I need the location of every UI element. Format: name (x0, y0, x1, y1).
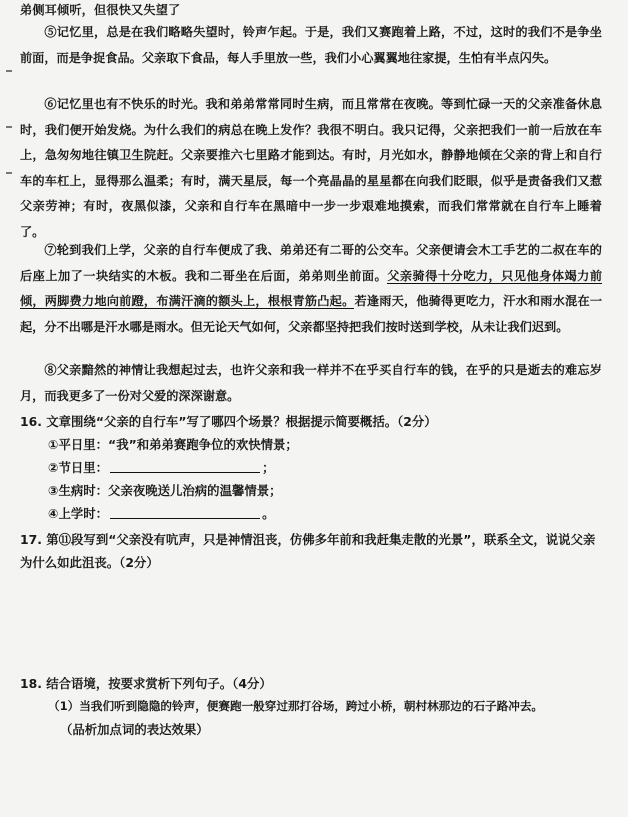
paragraph-8: ⑧父亲黯然的神情让我想起过去，也许父亲和我一样并不在乎买自行车的钱，在乎的只是逝去的难忘岁月，而我更多了一份对父爱的深深谢意。 (20, 363, 602, 403)
question-16-item-1: ①平日里：“我”和弟弟赛跑争位的欢快情景； (48, 437, 298, 452)
question-16-item-2-label: ②节日里： (48, 460, 109, 475)
margin-mark (6, 70, 12, 72)
paragraph-6: ⑥记忆里也有不快乐的时光。我和弟弟常常同时生病，而且常常在夜晚。等到忙碌一天的父亲准备休息时，我们便开始发烧。为什么我们的病总在晚上发作？我很不明白。我只记得，父亲把我们一前一后放在车上，急匆匆地往镇卫生院赶。父亲要推六七里路才能到达。有时，月光如水，静静地倾在父亲的背上和自行车的车杠上，显得那么温柔；有时，满天星辰，每一个亮晶晶的星星都在向我们眨眼，似乎是责备我们又惹父亲劳神；有时，夜黑似漆，父亲和自行车在黑暗中一步一步艰难地摸索，而我们常常就在自行车上睡着了。 (20, 97, 602, 239)
question-17 (20, 528, 604, 574)
question-17-stem: 17. 第⑪段写到“父亲没有吭声，只是神情沮丧，仿佛多年前和我赶集走散的光景”，联系全文，说说父亲为什么如此沮丧。（2分） (20, 532, 596, 570)
question-16 (20, 410, 604, 525)
question-18-hint: （品析加点词的表达效果） (60, 722, 209, 737)
paragraph-5: ⑤记忆里，总是在我们略略失望时，铃声乍起。于是，我们又赛跑着上路，不过，这时的我们不是争坐前面，而是争捉食品。父亲取下食品，每人手里放一些，我们小心翼翼地往家提，生怕有半点闪失。 (20, 25, 602, 65)
paragraph-7-text-b: 若逢雨天，他骑得更吃力，汗水和雨水混在一起，分不出哪是汗水哪是雨水。但无论天气如何，父亲都坚持把我们按时送到学校，从未让我们迟到。 (20, 294, 603, 334)
paragraph-7-text-a: ⑦轮到我们上学，父亲的自行车便成了我、弟弟还有二哥的公交车。父亲便请会木工手艺的二叔在车的后座上加了一块结实的木板。我和二哥坐在后面，弟弟则坐前面。 (20, 243, 602, 283)
question-18-sub-1: （1）当我们听到隐隐的铃声，便赛跑一般穿过那打谷场，跨过小桥，朝村林那边的石子路冲去。 (48, 699, 544, 713)
question-16-stem: 16. 文章围绕“父亲的自行车”写了哪四个场景？根据提示简要概括。（2分） (20, 414, 437, 429)
paragraph-7 (20, 238, 602, 340)
question-16-item-4-label: ④上学时： (48, 506, 109, 521)
question-16-item-4-end: 。 (262, 506, 275, 521)
paragraph-7-underlined-sentence: 父亲骑得十分吃力，只见他身体竭力前倾，两脚费力地向前蹬，布满汗滴的额头上，根根青筋凸起。 (20, 268, 603, 308)
question-16-item-2 (20, 456, 604, 479)
question-16-item-2-end: ； (262, 460, 275, 475)
question-16-item-4 (20, 502, 604, 525)
question-18-stem: 18. 结合语境，按要求赏析下列句子。（4分） (20, 676, 272, 691)
margin-mark (6, 172, 12, 174)
margin-mark (6, 126, 12, 128)
question-18 (20, 672, 604, 741)
answer-blank-4[interactable] (110, 506, 260, 519)
question-16-item-3: ③生病时：父亲夜晚送儿治病的温馨情景； (48, 483, 282, 498)
top-line: 弟侧耳倾听，但很快又失望了 (20, 3, 181, 17)
answer-blank-2[interactable] (110, 460, 260, 473)
